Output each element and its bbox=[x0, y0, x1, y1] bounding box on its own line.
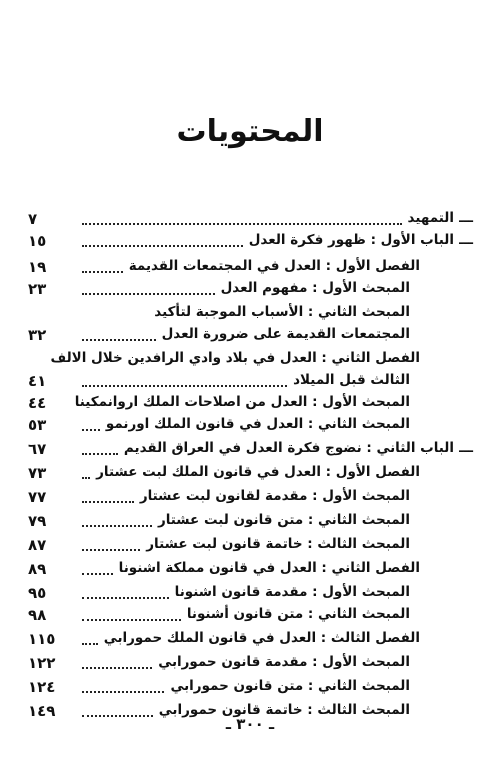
toc-entry-page: ٥٣ bbox=[28, 416, 47, 434]
toc-entry-title: التمهيد bbox=[407, 210, 454, 226]
toc-entry-title: المبحث الثاني : متن قانون أشنونا bbox=[186, 606, 410, 622]
toc-entry bbox=[0, 654, 500, 678]
toc-entry-title: الفصل الثاني : العدل في قانون مملكة اشنونا bbox=[118, 560, 420, 576]
toc-entry-leader bbox=[82, 339, 156, 341]
toc-entry bbox=[0, 440, 500, 464]
toc-entry-leader bbox=[82, 385, 287, 387]
toc-entry-page: ١١٥ bbox=[28, 630, 56, 648]
toc-entry-title: الثالث قبل الميلاد bbox=[293, 372, 410, 388]
toc-entry bbox=[0, 630, 500, 654]
toc-entry-page: ١٢٤ bbox=[28, 678, 56, 696]
toc-entry-title: الفصل الثالث : العدل في قانون الملك حمورابي bbox=[103, 630, 420, 646]
toc-entry bbox=[0, 678, 500, 702]
toc-entry-page: ٧٩ bbox=[28, 512, 47, 530]
toc-entry bbox=[0, 350, 500, 374]
toc-entry bbox=[0, 536, 500, 560]
toc-entry-title: المبحث الأول : مفهوم العدل bbox=[220, 280, 410, 296]
toc-entry-title: المجتمعات القديمة على ضرورة العدل bbox=[161, 326, 410, 342]
toc-entry bbox=[0, 584, 500, 608]
toc-entry-page: ٨٩ bbox=[28, 560, 47, 578]
toc-entry-page: ٢٣ bbox=[28, 280, 47, 298]
toc-entry-page: ٩٨ bbox=[28, 606, 47, 624]
toc-entry-leader bbox=[82, 501, 134, 503]
toc-entry-leader bbox=[82, 293, 215, 295]
toc-entry bbox=[0, 210, 500, 234]
toc-entry-page: ١٥ bbox=[28, 232, 47, 250]
toc-entry-dash: ـــ bbox=[459, 232, 473, 248]
toc-entry bbox=[0, 560, 500, 584]
toc-entry-title: المبحث الأول : مقدمة قانون اشنونا bbox=[174, 584, 410, 600]
toc-entry bbox=[0, 416, 500, 440]
toc-entry-title: المبحث الأول : مقدمة قانون حمورابي bbox=[158, 654, 410, 670]
toc-entry-page: ٤١ bbox=[28, 372, 47, 390]
toc-entry-leader bbox=[82, 573, 113, 575]
toc-entry-leader bbox=[82, 477, 90, 479]
toc-entry-title: الباب الأول : ظهور فكرة العدل bbox=[248, 232, 454, 248]
toc-entry-leader bbox=[82, 619, 181, 621]
page-title: المحتويات bbox=[176, 114, 324, 149]
toc-entry-leader bbox=[82, 667, 152, 669]
toc-entry-leader bbox=[82, 597, 169, 599]
toc-entry bbox=[0, 606, 500, 630]
toc-entry-title: المبحث الثاني : العدل في قانون الملك اورنمو bbox=[105, 416, 410, 432]
toc-entry bbox=[0, 304, 500, 328]
toc-entry-dash: ـــ bbox=[459, 440, 473, 456]
toc-entry-title: المبحث الثاني : الأسباب الموجبة لتأكيد bbox=[154, 304, 410, 320]
toc-entry bbox=[0, 512, 500, 536]
toc-entry-leader bbox=[82, 525, 152, 527]
toc-entry-title: المبحث الأول : العدل من اصلاحات الملك اروانمكينا bbox=[74, 394, 410, 410]
page-number: ـ ٣٠٠ ـ bbox=[225, 715, 275, 733]
toc-entry-page: ٧٣ bbox=[28, 464, 47, 482]
toc-entry-leader bbox=[82, 549, 140, 551]
toc-entry-dash: ـــ bbox=[459, 210, 473, 226]
toc-entry-leader bbox=[82, 429, 100, 431]
toc-entry-leader bbox=[82, 453, 118, 455]
toc-entry bbox=[0, 326, 500, 350]
toc-entry-page: ١٢٢ bbox=[28, 654, 56, 672]
toc-entry-title: المبحث الثاني : متن قانون لبت عشتار bbox=[157, 512, 410, 528]
toc-entry-page: ١٤٩ bbox=[28, 702, 56, 720]
toc-entry-page: ٤٤ bbox=[28, 394, 47, 412]
toc-entry-page: ٧ bbox=[28, 210, 38, 228]
toc-entry-page: ٩٥ bbox=[28, 584, 47, 602]
toc-entry-title: الفصل الأول : العدل في قانون الملك لبت عشتار bbox=[96, 464, 420, 480]
toc-entry bbox=[0, 280, 500, 304]
toc-entry-page: ٣٢ bbox=[28, 326, 47, 344]
toc-entry bbox=[0, 372, 500, 396]
toc-entry-title: المبحث الثاني : متن قانون حمورابي bbox=[170, 678, 410, 694]
toc-entry-page: ١٩ bbox=[28, 258, 47, 276]
toc-entry bbox=[0, 464, 500, 488]
toc-entry-title: المبحث الثالث : خاتمة قانون لبت عشتار bbox=[146, 536, 410, 552]
toc-entry bbox=[0, 258, 500, 282]
toc-entry-leader bbox=[82, 643, 98, 645]
toc-entry-page: ٨٧ bbox=[28, 536, 47, 554]
toc-entry-leader bbox=[82, 245, 243, 247]
toc-entry-leader bbox=[82, 271, 123, 273]
toc-entry bbox=[0, 394, 500, 418]
toc-entry-title: المبحث الثالث : خاتمة قانون حمورابي bbox=[158, 702, 410, 718]
toc-entry-page: ٦٧ bbox=[28, 440, 47, 458]
toc-entry-leader bbox=[82, 223, 402, 225]
toc-entry bbox=[0, 488, 500, 512]
toc-entry-leader bbox=[82, 691, 164, 693]
toc-entry-title: الفصل الثاني : العدل في بلاد وادي الرافدين خلال الالف bbox=[50, 350, 420, 366]
toc-entry-page: ٧٧ bbox=[28, 488, 47, 506]
toc-entry bbox=[0, 232, 500, 256]
toc-entry-title: الباب الثاني : نضوج فكرة العدل في العراق القديم bbox=[123, 440, 454, 456]
toc-entry-title: المبحث الأول : مقدمة لقانون لبت عشتار bbox=[139, 488, 410, 504]
toc-entry-title: الفصل الأول : العدل في المجتمعات القديمة bbox=[128, 258, 420, 274]
